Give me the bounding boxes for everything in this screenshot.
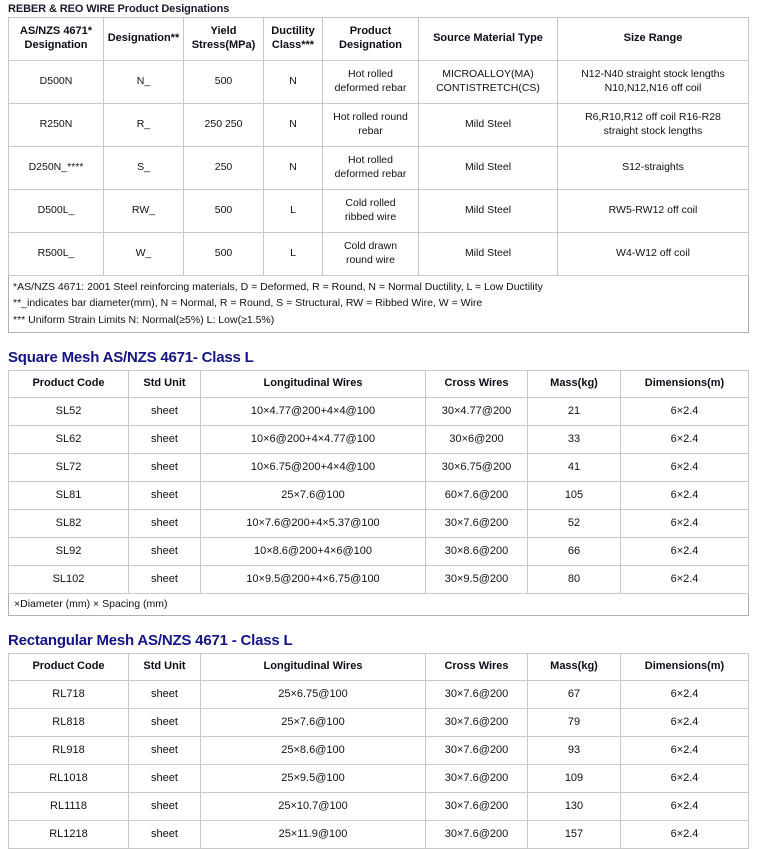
table-row: [9, 190, 749, 233]
table-row: [9, 509, 749, 537]
col-header-longitudinal-wires: Longitudinal Wires: [201, 653, 426, 680]
note-1: *AS/NZS 4671: 2001 Steel reinforcing materials, D = Deformed, R = Round, N = Normal Ductility, L = Low Ductility: [13, 281, 543, 293]
cell-short-designation: N_: [104, 61, 184, 104]
col-header-short-designation: Designation**: [104, 18, 184, 61]
cell-mass: 66: [528, 537, 621, 565]
table-row: [9, 233, 749, 276]
table-row: [9, 820, 749, 848]
cell-size-range: RW5-RW12 off coil: [558, 190, 749, 233]
col-header-yield-stress: [184, 18, 264, 61]
rectangular-mesh-heading: Rectangular Mesh AS/NZS 4671 - Class L: [8, 631, 293, 649]
cell-dimensions: 6×2.4: [621, 481, 749, 509]
table-row: [9, 453, 749, 481]
note-2: **_indicates bar diameter(mm), N = Normal, R = Round, S = Structural, RW = Ribbed Wire, W = Wire: [13, 297, 483, 310]
cell-line-1: Hot rolled round: [333, 111, 408, 124]
product-designations-table: [8, 17, 749, 333]
cell-product-code: RL918: [9, 736, 129, 764]
cell-size-range: S12-straights: [558, 147, 749, 190]
col-header-size-range: Size Range: [558, 18, 749, 61]
col-header-product-designation: [323, 18, 419, 61]
cell-longitudinal-wires: 25×7.6@100: [201, 708, 426, 736]
col-header-longitudinal-wires: Longitudinal Wires: [201, 370, 426, 397]
cell-longitudinal-wires: 10×9.5@200+4×6.75@100: [201, 565, 426, 593]
table-header-row: [9, 18, 749, 61]
cell-cross-wires: 30×7.6@200: [426, 509, 528, 537]
col-header-ductility-class: [264, 18, 323, 61]
table-row: [9, 792, 749, 820]
cell-dimensions: 6×2.4: [621, 792, 749, 820]
cell-line-1: Cold drawn: [343, 240, 398, 253]
cell-longitudinal-wires: 10×8.6@200+4×6@100: [201, 537, 426, 565]
col-header-product-code: Product Code: [9, 370, 129, 397]
note-3: *** Uniform Strain Limits N: Normal(≥5%) L: Low(≥1.5%): [13, 313, 275, 326]
cell-longitudinal-wires: 25×7.6@100: [201, 481, 426, 509]
cell-cross-wires: 30×7.6@200: [426, 820, 528, 848]
cell-line-1: Cold rolled: [345, 197, 396, 210]
cell-longitudinal-wires: 25×6.75@100: [201, 680, 426, 708]
cell-std-unit: sheet: [129, 425, 201, 453]
cell-source-material: Mild Steel: [419, 147, 558, 190]
designations-notes: [9, 276, 749, 333]
col-header-std-unit: Std Unit: [129, 370, 201, 397]
table-row: [9, 680, 749, 708]
cell-designation: D250N_****: [9, 147, 104, 190]
table-row: [9, 481, 749, 509]
table-row: [9, 764, 749, 792]
table-header-row: [9, 370, 749, 397]
cell-short-designation: RW_: [104, 190, 184, 233]
cell-product-designation: [323, 233, 419, 276]
cell-dimensions: 6×2.4: [621, 397, 749, 425]
cell-line-1: Hot rolled: [348, 154, 393, 167]
cell-product-code: SL62: [9, 425, 129, 453]
cell-dimensions: 6×2.4: [621, 708, 749, 736]
cell-cross-wires: 30×7.6@200: [426, 792, 528, 820]
cell-line-2: ribbed wire: [344, 211, 397, 223]
cell-product-code: SL82: [9, 509, 129, 537]
cell-cross-wires: 30×7.6@200: [426, 680, 528, 708]
cell-size-range: [558, 104, 749, 147]
cell-dimensions: 6×2.4: [621, 736, 749, 764]
col-header-std-unit: Std Unit: [129, 653, 201, 680]
cell-longitudinal-wires: 25×11.9@100: [201, 820, 426, 848]
table-header-row: [9, 653, 749, 680]
table-footnote-row: [9, 593, 749, 615]
cell-cross-wires: 30×7.6@200: [426, 736, 528, 764]
cell-mass: 52: [528, 509, 621, 537]
cell-dimensions: 6×2.4: [621, 820, 749, 848]
cell-std-unit: sheet: [129, 820, 201, 848]
table-row: [9, 104, 749, 147]
col-header-mass: Mass(kg): [528, 370, 621, 397]
cell-line-2: CONTISTRETCH(CS): [436, 82, 540, 94]
cell-designation: D500N: [9, 61, 104, 104]
cell-std-unit: sheet: [129, 537, 201, 565]
cell-mass: 80: [528, 565, 621, 593]
cell-size-range: [558, 61, 749, 104]
cell-product-code: SL102: [9, 565, 129, 593]
table-row: [9, 565, 749, 593]
cell-mass: 33: [528, 425, 621, 453]
table-row: [9, 425, 749, 453]
cell-yield-stress: 250 250: [184, 104, 264, 147]
table-row: [9, 708, 749, 736]
header-line-2: Designation: [339, 39, 402, 51]
cell-std-unit: sheet: [129, 736, 201, 764]
header-line-2: Class***: [271, 39, 315, 51]
cell-line-1: N12-N40 straight stock lengths: [581, 68, 725, 81]
cell-cross-wires: 30×4.77@200: [426, 397, 528, 425]
cell-product-designation: [323, 104, 419, 147]
cell-product-code: SL81: [9, 481, 129, 509]
cell-designation: D500L_: [9, 190, 104, 233]
cell-std-unit: sheet: [129, 792, 201, 820]
cell-std-unit: sheet: [129, 680, 201, 708]
cell-std-unit: sheet: [129, 481, 201, 509]
cell-longitudinal-wires: 25×10.7@100: [201, 792, 426, 820]
cell-dimensions: 6×2.4: [621, 764, 749, 792]
cell-mass: 105: [528, 481, 621, 509]
cell-product-code: SL92: [9, 537, 129, 565]
square-mesh-heading: Square Mesh AS/NZS 4671- Class L: [8, 348, 254, 366]
col-header-cross-wires: Cross Wires: [426, 653, 528, 680]
col-header-product-code: Product Code: [9, 653, 129, 680]
cell-ductility-class: L: [264, 190, 323, 233]
cell-cross-wires: 60×7.6@200: [426, 481, 528, 509]
cell-std-unit: sheet: [129, 397, 201, 425]
cell-mass: 157: [528, 820, 621, 848]
table-row: [9, 147, 749, 190]
cell-mass: 41: [528, 453, 621, 481]
cell-line-2: straight stock lengths: [603, 125, 703, 137]
cell-cross-wires: 30×7.6@200: [426, 764, 528, 792]
cell-mass: 93: [528, 736, 621, 764]
cell-line-2: deformed rebar: [334, 168, 407, 180]
cell-line-1: R6,R10,R12 off coil R16-R28: [585, 111, 721, 124]
cell-std-unit: sheet: [129, 565, 201, 593]
col-header-source-material: Source Material Type: [419, 18, 558, 61]
cell-product-code: SL52: [9, 397, 129, 425]
cell-product-designation: [323, 190, 419, 233]
cell-product-code: RL1018: [9, 764, 129, 792]
square-mesh-table: [8, 370, 749, 616]
header-line-1: AS/NZS 4671*: [19, 25, 93, 38]
cell-mass: 67: [528, 680, 621, 708]
header-line-2: Designation: [24, 39, 88, 51]
header-line-1: Ductility: [271, 25, 315, 38]
cell-std-unit: sheet: [129, 509, 201, 537]
table-row: [9, 61, 749, 104]
cell-yield-stress: 500: [184, 61, 264, 104]
cell-short-designation: R_: [104, 104, 184, 147]
cell-source-material: Mild Steel: [419, 190, 558, 233]
cell-designation: R250N: [9, 104, 104, 147]
header-line-1: Product: [349, 25, 392, 38]
col-header-dimensions: Dimensions(m): [621, 653, 749, 680]
cell-dimensions: 6×2.4: [621, 509, 749, 537]
cell-longitudinal-wires: 10×7.6@200+4×5.37@100: [201, 509, 426, 537]
cell-product-code: RL1118: [9, 792, 129, 820]
cell-line-1: MICROALLOY(MA): [442, 68, 534, 81]
table-notes-row: [9, 276, 749, 333]
cell-line-2: deformed rebar: [334, 82, 407, 94]
cell-mass: 109: [528, 764, 621, 792]
table-row: [9, 397, 749, 425]
cell-longitudinal-wires: 10×4.77@200+4×4@100: [201, 397, 426, 425]
cell-line-1: Hot rolled: [348, 68, 393, 81]
cell-short-designation: S_: [104, 147, 184, 190]
cell-cross-wires: 30×9.5@200: [426, 565, 528, 593]
cell-product-designation: [323, 61, 419, 104]
cell-source-material: Mild Steel: [419, 233, 558, 276]
cell-product-code: RL1218: [9, 820, 129, 848]
cell-yield-stress: 500: [184, 233, 264, 276]
cell-line-2: N10,N12,N16 off coil: [604, 82, 702, 94]
cell-longitudinal-wires: 10×6.75@200+4×4@100: [201, 453, 426, 481]
cell-std-unit: sheet: [129, 764, 201, 792]
col-header-dimensions: Dimensions(m): [621, 370, 749, 397]
cell-dimensions: 6×2.4: [621, 425, 749, 453]
cell-longitudinal-wires: 25×9.5@100: [201, 764, 426, 792]
cell-source-material: Mild Steel: [419, 104, 558, 147]
page-title: REBER & REO WIRE Product Designations: [8, 3, 230, 15]
square-mesh-footnote: ×Diameter (mm) × Spacing (mm): [9, 593, 749, 615]
col-header-designation: [9, 18, 104, 61]
header-line-1: Yield: [210, 25, 237, 38]
cell-ductility-class: L: [264, 233, 323, 276]
header-line-2: Stress(MPa): [191, 39, 256, 51]
cell-ductility-class: N: [264, 104, 323, 147]
col-header-mass: Mass(kg): [528, 653, 621, 680]
cell-product-designation: [323, 147, 419, 190]
cell-dimensions: 6×2.4: [621, 680, 749, 708]
cell-mass: 130: [528, 792, 621, 820]
cell-product-code: SL72: [9, 453, 129, 481]
cell-short-designation: W_: [104, 233, 184, 276]
cell-yield-stress: 500: [184, 190, 264, 233]
cell-line-2: round wire: [345, 254, 396, 266]
cell-ductility-class: N: [264, 147, 323, 190]
cell-dimensions: 6×2.4: [621, 537, 749, 565]
cell-dimensions: 6×2.4: [621, 453, 749, 481]
cell-source-material: [419, 61, 558, 104]
cell-product-code: RL718: [9, 680, 129, 708]
cell-std-unit: sheet: [129, 708, 201, 736]
cell-mass: 21: [528, 397, 621, 425]
cell-mass: 79: [528, 708, 621, 736]
table-row: [9, 537, 749, 565]
cell-cross-wires: 30×6@200: [426, 425, 528, 453]
cell-cross-wires: 30×8.6@200: [426, 537, 528, 565]
cell-designation: R500L_: [9, 233, 104, 276]
cell-line-2: rebar: [358, 125, 383, 137]
cell-size-range: W4-W12 off coil: [558, 233, 749, 276]
cell-ductility-class: N: [264, 61, 323, 104]
cell-cross-wires: 30×6.75@200: [426, 453, 528, 481]
rectangular-mesh-table: [8, 653, 749, 849]
cell-longitudinal-wires: 10×6@200+4×4.77@100: [201, 425, 426, 453]
cell-std-unit: sheet: [129, 453, 201, 481]
cell-longitudinal-wires: 25×8.6@100: [201, 736, 426, 764]
cell-dimensions: 6×2.4: [621, 565, 749, 593]
cell-yield-stress: 250: [184, 147, 264, 190]
cell-product-code: RL818: [9, 708, 129, 736]
cell-cross-wires: 30×7.6@200: [426, 708, 528, 736]
table-row: [9, 736, 749, 764]
col-header-cross-wires: Cross Wires: [426, 370, 528, 397]
